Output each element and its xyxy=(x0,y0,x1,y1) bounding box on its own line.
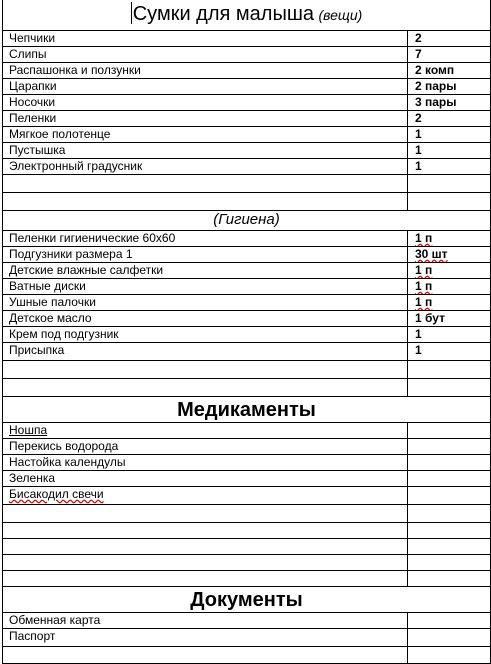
item-qty xyxy=(408,647,490,663)
item-qty xyxy=(408,523,490,538)
hygiene-header xyxy=(2,210,491,230)
item-name: Ношпа xyxy=(3,423,408,438)
table-row[interactable] xyxy=(2,78,491,94)
item-qty xyxy=(408,471,490,486)
item-qty xyxy=(408,361,490,378)
item-name xyxy=(3,571,408,586)
table-row[interactable] xyxy=(2,486,491,504)
item-name xyxy=(3,193,408,210)
item-name xyxy=(3,647,408,663)
documents-title: Документы xyxy=(190,589,303,611)
item-name xyxy=(3,555,408,570)
item-name xyxy=(3,379,408,396)
item-qty xyxy=(408,505,490,522)
table-row[interactable] xyxy=(2,470,491,486)
item-name: Детские влажные салфетки xyxy=(3,263,408,278)
item-qty xyxy=(408,175,490,192)
title-row xyxy=(2,0,491,30)
item-qty: 1 xyxy=(415,343,422,357)
medicines-title: Медикаменты xyxy=(177,399,316,421)
item-name xyxy=(3,175,408,192)
item-qty: 1 п xyxy=(415,263,433,277)
item-qty: 1 xyxy=(415,159,422,173)
item-qty: 3 пары xyxy=(415,95,457,109)
item-name: Крем под подгузник xyxy=(3,327,408,342)
item-qty: 1 xyxy=(415,143,422,157)
item-name: Чепчики xyxy=(3,31,408,46)
table-row[interactable] xyxy=(2,174,491,192)
item-name: Бисакодил свечи xyxy=(3,487,408,504)
table-row[interactable] xyxy=(2,230,491,246)
item-name: Зеленка xyxy=(3,471,408,486)
item-name xyxy=(3,539,408,554)
item-qty: 1 п xyxy=(415,231,433,245)
item-name: Мягкое полотенце xyxy=(3,127,408,142)
table-row[interactable] xyxy=(2,378,491,396)
table-row[interactable] xyxy=(2,246,491,262)
item-qty xyxy=(408,487,490,504)
table-row[interactable] xyxy=(2,310,491,326)
table-row[interactable] xyxy=(2,278,491,294)
item-qty xyxy=(408,555,490,570)
table-row[interactable] xyxy=(2,294,491,310)
page-title: Сумки для малыша xyxy=(132,3,314,25)
table-row[interactable] xyxy=(2,142,491,158)
table-row[interactable] xyxy=(2,612,491,628)
item-name: Перекись водорода xyxy=(3,439,408,454)
table-row[interactable] xyxy=(2,30,491,46)
table-row[interactable] xyxy=(2,326,491,342)
item-name: Присыпка xyxy=(3,343,408,360)
table-row[interactable] xyxy=(2,422,491,438)
item-name: Носочки xyxy=(3,95,408,110)
item-name xyxy=(3,361,408,378)
item-qty xyxy=(408,539,490,554)
documents-header xyxy=(2,586,491,612)
item-name: Пеленки xyxy=(3,111,408,126)
item-name: Обменная карта xyxy=(3,613,408,628)
medicines-header xyxy=(2,396,491,422)
table-row[interactable] xyxy=(2,360,491,378)
item-qty: 2 xyxy=(415,111,422,125)
table-row[interactable] xyxy=(2,126,491,142)
checklist-table xyxy=(2,0,491,664)
item-qty: 1 бут xyxy=(415,311,445,325)
item-qty xyxy=(408,379,490,396)
item-name: Электронный градусник xyxy=(3,159,408,174)
item-qty xyxy=(408,423,490,438)
item-name xyxy=(3,523,408,538)
table-row[interactable] xyxy=(2,46,491,62)
item-name: Ушные палочки xyxy=(3,295,408,310)
table-row[interactable] xyxy=(2,538,491,554)
hygiene-title: (Гигиена) xyxy=(213,211,280,228)
item-name: Царапки xyxy=(3,79,408,94)
item-name: Подгузники размера 1 xyxy=(3,247,408,262)
item-name: Паспорт xyxy=(3,629,408,646)
table-row[interactable] xyxy=(2,628,491,646)
item-name: Детское масло xyxy=(3,311,408,326)
page-subtitle: (вещи) xyxy=(318,7,363,23)
item-qty: 1 xyxy=(415,127,422,141)
table-row[interactable] xyxy=(2,342,491,360)
table-row[interactable] xyxy=(2,554,491,570)
item-qty xyxy=(408,455,490,470)
item-qty: 30 шт xyxy=(415,247,448,261)
item-qty: 1 п xyxy=(415,295,433,309)
table-row[interactable] xyxy=(2,646,491,664)
text-cursor xyxy=(131,2,132,24)
table-row[interactable] xyxy=(2,570,491,586)
item-name: Настойка календулы xyxy=(3,455,408,470)
item-qty: 1 п xyxy=(415,279,433,293)
item-name: Распашонка и ползунки xyxy=(3,63,408,78)
item-name: Слипы xyxy=(3,47,408,62)
table-row[interactable] xyxy=(2,438,491,454)
table-row[interactable] xyxy=(2,110,491,126)
item-qty: 2 комп xyxy=(415,63,455,77)
item-qty: 1 xyxy=(415,327,422,341)
item-qty: 2 xyxy=(415,31,422,45)
item-qty xyxy=(408,193,490,210)
table-row[interactable] xyxy=(2,94,491,110)
table-row[interactable] xyxy=(2,454,491,470)
item-name: Пеленки гигиенические 60х60 xyxy=(3,231,408,246)
item-name xyxy=(3,505,408,522)
table-row[interactable] xyxy=(2,262,491,278)
table-row[interactable] xyxy=(2,522,491,538)
item-qty: 2 пары xyxy=(415,79,457,93)
item-qty xyxy=(408,439,490,454)
item-qty xyxy=(408,629,490,646)
item-name: Пустышка xyxy=(3,143,408,158)
item-qty xyxy=(408,571,490,586)
item-qty: 7 xyxy=(415,47,422,61)
table-row[interactable] xyxy=(2,192,491,210)
table-row[interactable] xyxy=(2,158,491,174)
table-row[interactable] xyxy=(2,62,491,78)
item-qty xyxy=(408,613,490,628)
item-name: Ватные диски xyxy=(3,279,408,294)
table-row[interactable] xyxy=(2,504,491,522)
